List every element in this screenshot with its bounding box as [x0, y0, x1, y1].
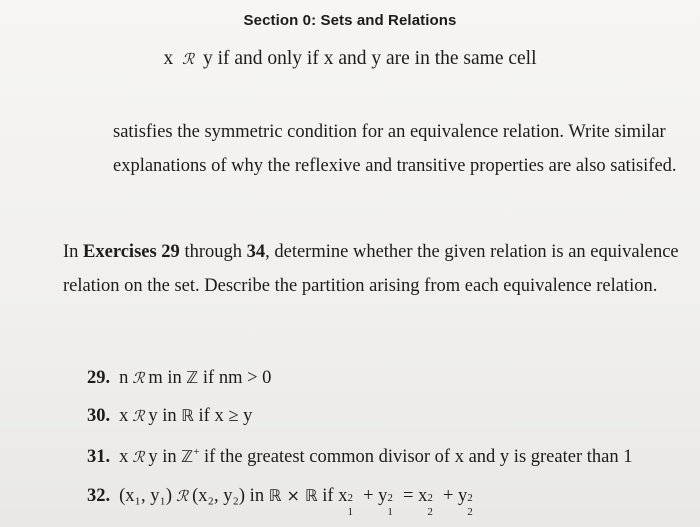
exercise-29: 29. n ℛ m in ℤ if nm > 0 [87, 368, 272, 388]
relation-symbol: ℛ [132, 448, 145, 467]
relation-symbol: ℛ [182, 50, 195, 68]
exercise-number: 30. [87, 406, 111, 426]
positive-integers-set: ℤ [181, 447, 194, 467]
exercise-number: 29. [87, 368, 111, 388]
paragraph-symmetric: satisfies the symmetric condition for an equivalence relation. Write similar explanations of why the reflexive and transitive properties are also satisifed. [113, 122, 677, 176]
integers-set: ℤ [186, 368, 199, 387]
reals-set: ℝ [181, 406, 194, 425]
relation-symbol: ℛ [176, 487, 189, 505]
exercise-31: 31. x ℛ y in ℤ+ if the greatest common divisor of x and y is greater than 1 [87, 446, 633, 468]
relation-symbol: ℛ [132, 369, 145, 387]
section-header: Section 0: Sets and Relations [243, 12, 457, 29]
exercise-number: 31. [87, 447, 111, 468]
equation: x 2 1 + y 2 1 = x 2 2 + y 2 2 [338, 486, 473, 518]
exercise-number: 32. [87, 486, 111, 506]
exercise-30: 30. x ℛ y in ℝ if x ≥ y [87, 406, 253, 426]
relation-symbol: ℛ [132, 407, 145, 425]
exercise-instructions: In Exercises 29 through 34, determine whether the given relation is an equivalence relation on the set. Describe the partition arising from each equivalence relation. [63, 242, 679, 296]
exercise-32: 32. (x₁, y₁) ℛ (x₂, y₂) in ℝ × ℝ if x 2 1 + y 2 1 = x 2 2 + y 2 2 [87, 486, 697, 507]
reals-product-set: ℝ × ℝ [268, 486, 318, 505]
relation-definition: x ℛ y if and only if x and y are in the same cell [163, 48, 537, 69]
